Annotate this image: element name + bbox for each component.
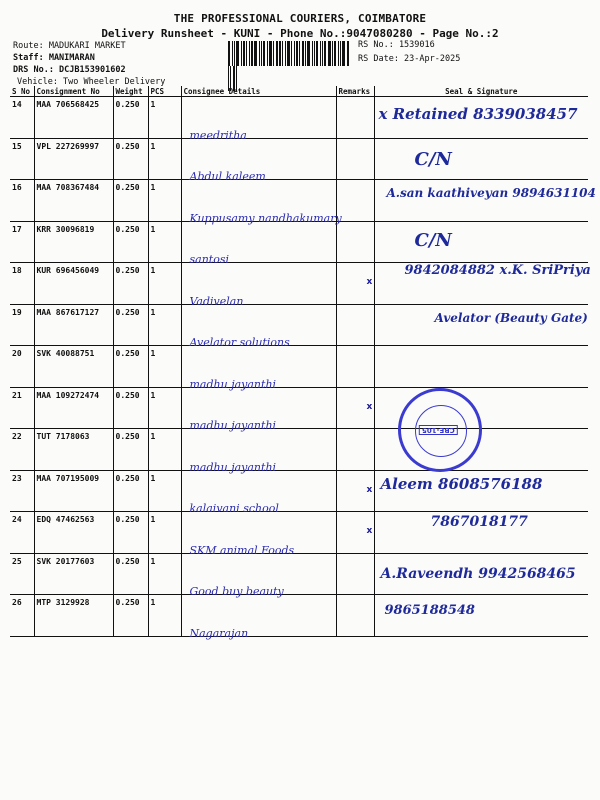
barcode	[228, 41, 351, 66]
consignee-cell	[181, 512, 336, 557]
pcs-cell: 1	[148, 221, 181, 263]
consignee-cell	[181, 221, 336, 266]
col-consignee: Consignee Details	[181, 86, 336, 97]
pcs-cell: 1	[148, 553, 181, 595]
consignment-cell: MTP 3129928	[34, 595, 113, 637]
table-row	[10, 429, 588, 471]
table-row	[10, 138, 588, 180]
signature-handwriting: 7867018177	[430, 514, 528, 530]
consignee-handwriting: SKM animal Foods	[189, 543, 295, 557]
remark-mark: x	[366, 526, 373, 536]
pcs-cell: 1	[148, 304, 181, 346]
remarks-cell	[336, 429, 374, 471]
table-row	[10, 180, 588, 222]
table-row	[10, 263, 588, 305]
document-title: THE PROFESSIONAL COURIERS, COIMBATORE	[173, 12, 427, 25]
staff-text: Staff: MANIMARAN	[13, 52, 95, 63]
sno-cell: 19	[10, 304, 34, 346]
consignment-cell: MAA 708367484	[34, 180, 113, 222]
remarks-cell	[336, 346, 374, 388]
weight-cell: 0.250	[113, 512, 148, 554]
pcs-cell: 1	[148, 470, 181, 512]
signature-handwriting: A.san kaathiveyan 9894631104	[386, 186, 596, 200]
consignee-cell	[181, 138, 336, 183]
signature-cell	[374, 221, 588, 263]
sno-cell: 21	[10, 387, 34, 429]
sno-cell: 23	[10, 470, 34, 512]
remarks-cell	[336, 263, 374, 305]
consignee-handwriting: madhu jayanthi	[189, 377, 277, 391]
weight-cell: 0.250	[113, 470, 148, 512]
col-signature: Seal & Signature	[374, 86, 588, 97]
table-header-row	[10, 86, 588, 97]
signature-handwriting: C/N	[414, 229, 452, 251]
signature-cell	[374, 138, 588, 180]
signature-cell	[374, 512, 588, 554]
sno-cell: 25	[10, 553, 34, 595]
remarks-cell	[336, 595, 374, 637]
meta-left	[13, 41, 165, 88]
col-weight: Weight	[113, 86, 148, 97]
consignee-handwriting: Good buy beauty	[189, 585, 284, 598]
weight-cell: 0.250	[113, 304, 148, 346]
sno-cell: 20	[10, 346, 34, 388]
consignment-cell: TUT 7178063	[34, 429, 113, 471]
sno-cell: 16	[10, 180, 34, 222]
consignee-cell	[181, 595, 336, 640]
table-row	[10, 221, 588, 263]
route-text: Route: MADUKARI MARKET	[13, 41, 126, 51]
consignee-cell	[181, 180, 342, 225]
table-row	[10, 304, 588, 346]
table-row	[10, 512, 588, 554]
pcs-cell: 1	[148, 138, 181, 180]
consignment-cell: MAA 706568425	[34, 97, 113, 139]
weight-cell: 0.250	[113, 138, 148, 180]
signature-cell	[374, 180, 596, 222]
weight-cell: 0.250	[113, 553, 148, 595]
signature-handwriting: Aleem 8608576188	[380, 474, 543, 493]
pcs-cell: 1	[148, 97, 181, 139]
runsheet-table	[10, 86, 596, 640]
consignee-cell	[181, 263, 336, 308]
signature-handwriting: 9865188548	[384, 603, 475, 618]
remark-mark: x	[366, 401, 373, 412]
weight-cell: 0.250	[113, 595, 148, 637]
signature-handwriting: x Retained 8339038457	[378, 105, 578, 123]
sno-cell: 26	[10, 595, 34, 637]
pcs-cell: 1	[148, 595, 181, 637]
signature-handwriting: C/N	[414, 148, 452, 170]
signature-cell	[374, 263, 591, 305]
consignee-cell	[181, 429, 336, 474]
consignee-cell	[181, 97, 336, 142]
signature-handwriting: Avelator (Beauty Gate)	[434, 310, 588, 325]
consignment-cell: MAA 707195009	[34, 470, 113, 512]
consignee-handwriting: Kuppusamy nandhakumary	[189, 211, 342, 225]
meta-right	[358, 40, 460, 65]
consignment-cell: KRR 30096819	[34, 221, 113, 263]
sno-cell: 14	[10, 97, 34, 139]
consignee-handwriting: Avelator solutions	[189, 336, 290, 349]
stamp-code: CBE-105	[419, 425, 458, 435]
drs-text: DRS No.: DCJB153901602	[13, 65, 126, 75]
remarks-cell	[336, 138, 374, 180]
consignee-cell	[181, 470, 336, 515]
vehicle-text: Vehicle: Two Wheeler Delivery	[17, 76, 166, 87]
consignee-cell	[181, 304, 336, 349]
consignee-handwriting: Abdul kaleem	[189, 170, 266, 183]
table-row	[10, 595, 588, 637]
consignment-cell: SVK 20177603	[34, 553, 113, 595]
consignee-handwriting: madhu jayanthi	[189, 419, 277, 432]
sno-cell: 24	[10, 512, 34, 554]
consignment-cell: MAA 867617127	[34, 304, 113, 346]
remarks-cell	[336, 97, 374, 139]
col-consignment: Consignment No	[34, 86, 113, 97]
signature-cell	[374, 595, 588, 637]
pcs-cell: 1	[148, 180, 181, 222]
consignment-cell: KUR 696456049	[34, 263, 113, 305]
signature-cell	[374, 553, 588, 595]
table-row	[10, 553, 588, 595]
document-subtitle: Delivery Runsheet - KUNI - Phone No.:9047080280 - Page No.:2	[101, 27, 499, 40]
remarks-cell	[336, 553, 374, 595]
signature-handwriting: 9842084882 x.K. SriPriya	[404, 263, 591, 278]
consignee-handwriting: Nagarajan	[189, 626, 249, 640]
consignee-handwriting: Vadivelan	[189, 294, 244, 308]
consignee-handwriting: madhu jayanthi	[189, 460, 277, 474]
consignment-cell: EDQ 47462563	[34, 512, 113, 554]
remarks-cell	[336, 470, 374, 512]
table-row	[10, 346, 588, 388]
consignment-cell: SVK 40088751	[34, 346, 113, 388]
remarks-cell	[336, 180, 374, 222]
weight-cell: 0.250	[113, 387, 148, 429]
consignment-cell: VPL 227269997	[34, 138, 113, 180]
consignee-handwriting: santosi	[189, 253, 229, 266]
pcs-cell: 1	[148, 263, 181, 305]
table-row	[10, 97, 588, 139]
rs-no-text: RS No.: 1539016	[358, 40, 435, 50]
weight-cell: 0.250	[113, 180, 148, 222]
remark-mark: x	[366, 277, 373, 287]
pcs-cell: 1	[148, 387, 181, 429]
signature-cell	[374, 97, 588, 139]
rs-date-text: RS Date: 23-Apr-2025	[358, 53, 461, 64]
weight-cell: 0.250	[113, 263, 148, 305]
col-remarks: Remarks	[336, 86, 374, 97]
sno-cell: 17	[10, 221, 34, 263]
sno-cell: 22	[10, 429, 34, 471]
signature-handwriting: A.Raveendh 9942568465	[380, 565, 576, 582]
remarks-cell	[336, 512, 374, 554]
remarks-cell	[336, 221, 374, 263]
pcs-cell: 1	[148, 429, 181, 471]
weight-cell: 0.250	[113, 346, 148, 388]
table-row	[10, 470, 588, 512]
col-sno: S No	[10, 86, 34, 97]
remark-mark: x	[366, 484, 373, 495]
signature-cell	[374, 304, 588, 346]
weight-cell: 0.250	[113, 221, 148, 263]
consignee-cell	[181, 387, 336, 432]
remarks-cell	[336, 304, 374, 346]
pcs-cell: 1	[148, 512, 181, 554]
sno-cell: 15	[10, 138, 34, 180]
consignee-handwriting: meedritha	[189, 128, 247, 142]
col-pcs: PCS	[148, 86, 181, 97]
remarks-cell	[336, 387, 374, 429]
consignee-cell	[181, 346, 336, 391]
table-row	[10, 387, 588, 429]
company-stamp	[398, 388, 482, 472]
signature-cell	[374, 470, 588, 512]
weight-cell: 0.250	[113, 429, 148, 471]
consignee-handwriting: kalaivani school	[189, 502, 279, 515]
consignee-cell	[181, 553, 336, 598]
sno-cell: 18	[10, 263, 34, 305]
weight-cell: 0.250	[113, 97, 148, 139]
consignment-cell: MAA 109272474	[34, 387, 113, 429]
signature-cell	[374, 346, 588, 388]
pcs-cell: 1	[148, 346, 181, 388]
